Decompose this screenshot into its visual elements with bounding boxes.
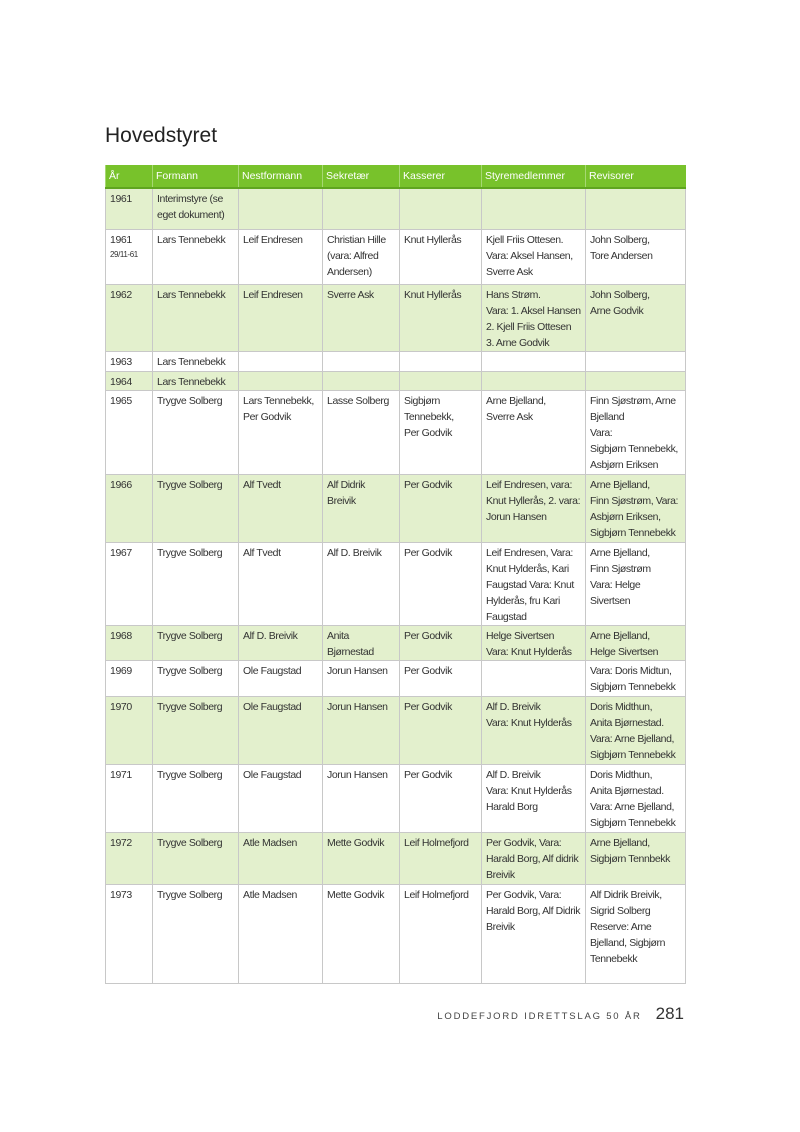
cell-revisorer xyxy=(586,188,686,229)
table-row xyxy=(106,542,686,625)
table-row xyxy=(106,229,686,284)
cell-styremedlemmer xyxy=(482,188,586,229)
table-row xyxy=(106,625,686,660)
column-header: Formann xyxy=(153,165,239,188)
cell-styremedlemmer: Hans Strøm. Vara: 1. Aksel Hansen 2. Kjell Friis Ottesen 3. Arne Godvik xyxy=(482,284,586,351)
cell-nestformann: Leif Endresen xyxy=(239,284,323,351)
cell-styremedlemmer xyxy=(482,371,586,390)
column-header: Revisorer xyxy=(586,165,686,188)
cell-kasserer: Per Godvik xyxy=(400,764,482,832)
year-cell xyxy=(106,474,153,542)
cell-revisorer: John Solberg, Arne Godvik xyxy=(586,284,686,351)
cell-sekretær: Alf Didrik Breivik xyxy=(323,474,400,542)
cell-nestformann: Alf Tvedt xyxy=(239,474,323,542)
cell-revisorer: John Solberg, Tore Andersen xyxy=(586,229,686,284)
cell-formann: Trygve Solberg xyxy=(153,474,239,542)
cell-styremedlemmer: Kjell Friis Ottesen. Vara: Aksel Hansen, Sverre Ask xyxy=(482,229,586,284)
cell-nestformann: Ole Faugstad xyxy=(239,764,323,832)
cell-formann: Lars Tennebekk xyxy=(153,351,239,371)
cell-nestformann xyxy=(239,371,323,390)
cell-revisorer: Arne Bjelland, Helge Sivertsen xyxy=(586,625,686,660)
cell-revisorer xyxy=(586,371,686,390)
cell-formann: Trygve Solberg xyxy=(153,542,239,625)
cell-sekretær: Christian Hille (vara: Alfred Andersen) xyxy=(323,229,400,284)
cell-nestformann: Atle Madsen xyxy=(239,884,323,983)
year: 1971 xyxy=(110,768,132,781)
table-row xyxy=(106,696,686,764)
year: 1964 xyxy=(110,375,132,388)
cell-revisorer: Arne Bjelland, Sigbjørn Tennbekk xyxy=(586,832,686,884)
footer-title: LODDEFJORD IDRETTSLAG 50 ÅR xyxy=(437,1011,642,1022)
column-header: Sekretær xyxy=(323,165,400,188)
year-cell xyxy=(106,884,153,983)
cell-kasserer: Per Godvik xyxy=(400,625,482,660)
cell-nestformann: Ole Faugstad xyxy=(239,660,323,696)
cell-sekretær xyxy=(323,188,400,229)
year-cell xyxy=(106,351,153,371)
cell-formann: Trygve Solberg xyxy=(153,832,239,884)
cell-formann: Trygve Solberg xyxy=(153,660,239,696)
table-row xyxy=(106,284,686,351)
table-row xyxy=(106,390,686,474)
cell-revisorer xyxy=(586,351,686,371)
column-header: Styremedlemmer xyxy=(482,165,586,188)
cell-kasserer: Per Godvik xyxy=(400,542,482,625)
cell-sekretær: Sverre Ask xyxy=(323,284,400,351)
year-cell xyxy=(106,284,153,351)
cell-kasserer: Sigbjørn Tennebekk, Per Godvik xyxy=(400,390,482,474)
cell-revisorer: Alf Didrik Breivik, Sigrid Solberg Reserve: Arne Bjelland, Sigbjørn Tennebekk xyxy=(586,884,686,983)
cell-sekretær: Jorun Hansen xyxy=(323,696,400,764)
cell-nestformann xyxy=(239,188,323,229)
year-cell xyxy=(106,390,153,474)
page-title: Hovedstyret xyxy=(105,124,218,147)
year-cell xyxy=(106,764,153,832)
table-row xyxy=(106,371,686,390)
cell-nestformann: Alf Tvedt xyxy=(239,542,323,625)
cell-revisorer: Arne Bjelland, Finn Sjøstrøm, Vara: Asbjørn Eriksen, Sigbjørn Tennebekk xyxy=(586,474,686,542)
cell-kasserer: Per Godvik xyxy=(400,660,482,696)
year-cell xyxy=(106,542,153,625)
cell-nestformann: Atle Madsen xyxy=(239,832,323,884)
year: 1967 xyxy=(110,546,132,559)
year-cell xyxy=(106,660,153,696)
cell-kasserer: Leif Holmefjord xyxy=(400,884,482,983)
year: 1961 xyxy=(110,233,132,246)
cell-kasserer xyxy=(400,188,482,229)
cell-sekretær: Mette Godvik xyxy=(323,832,400,884)
cell-styremedlemmer: Leif Endresen, Vara: Knut Hylderås, Kari Faugstad Vara: Knut Hylderås, fru Kari Faugstad xyxy=(482,542,586,625)
cell-formann: Trygve Solberg xyxy=(153,884,239,983)
cell-nestformann xyxy=(239,351,323,371)
cell-styremedlemmer: Arne Bjelland, Sverre Ask xyxy=(482,390,586,474)
year: 1963 xyxy=(110,355,132,368)
cell-sekretær: Jorun Hansen xyxy=(323,660,400,696)
table-row xyxy=(106,188,686,229)
cell-formann: Trygve Solberg xyxy=(153,390,239,474)
year: 1966 xyxy=(110,478,132,491)
cell-formann: Lars Tennebekk xyxy=(153,371,239,390)
table-row xyxy=(106,832,686,884)
cell-revisorer: Doris Midthun, Anita Bjørnestad. Vara: Arne Bjelland, Sigbjørn Tennebekk xyxy=(586,764,686,832)
table-row xyxy=(106,660,686,696)
column-header: Kasserer xyxy=(400,165,482,188)
cell-styremedlemmer: Per Godvik, Vara: Harald Borg, Alf Didrik Breivik xyxy=(482,884,586,983)
table-row xyxy=(106,351,686,371)
column-header: Nestformann xyxy=(239,165,323,188)
year-cell xyxy=(106,832,153,884)
cell-revisorer: Arne Bjelland, Finn Sjøstrøm Vara: Helge Sivertsen xyxy=(586,542,686,625)
year: 1969 xyxy=(110,664,132,677)
cell-sekretær xyxy=(323,351,400,371)
year: 1970 xyxy=(110,700,132,713)
year-date: 29/11-61 xyxy=(110,249,138,259)
cell-revisorer: Doris Midthun, Anita Bjørnestad. Vara: Arne Bjelland, Sigbjørn Tennebekk xyxy=(586,696,686,764)
year: 1961 xyxy=(110,193,132,205)
cell-styremedlemmer: Helge Sivertsen Vara: Knut Hylderås xyxy=(482,625,586,660)
cell-kasserer: Knut Hyllerås xyxy=(400,229,482,284)
cell-kasserer: Per Godvik xyxy=(400,474,482,542)
table-row xyxy=(106,884,686,983)
table-row xyxy=(106,764,686,832)
cell-formann: Interimstyre (se eget dokument) xyxy=(153,188,239,229)
cell-formann: Trygve Solberg xyxy=(153,696,239,764)
year-cell xyxy=(106,229,153,284)
cell-formann: Lars Tennebekk xyxy=(153,229,239,284)
cell-nestformann: Leif Endresen xyxy=(239,229,323,284)
cell-sekretær: Jorun Hansen xyxy=(323,764,400,832)
year: 1965 xyxy=(110,394,132,407)
year-cell xyxy=(106,371,153,390)
cell-kasserer: Per Godvik xyxy=(400,696,482,764)
cell-styremedlemmer: Alf D. Breivik Vara: Knut Hylderås xyxy=(482,696,586,764)
cell-sekretær: Mette Godvik xyxy=(323,884,400,983)
footer xyxy=(300,1004,684,1024)
table-header xyxy=(106,165,686,188)
cell-kasserer: Leif Holmefjord xyxy=(400,832,482,884)
cell-sekretær: Anita Bjørnestad xyxy=(323,625,400,660)
cell-sekretær: Lasse Solberg xyxy=(323,390,400,474)
year-cell xyxy=(106,188,153,229)
cell-formann: Trygve Solberg xyxy=(153,764,239,832)
cell-formann: Trygve Solberg xyxy=(153,625,239,660)
cell-styremedlemmer: Per Godvik, Vara: Harald Borg, Alf didrik Breivik xyxy=(482,832,586,884)
cell-sekretær xyxy=(323,371,400,390)
board-table xyxy=(105,165,686,984)
page-number: 281 xyxy=(655,1004,684,1023)
cell-nestformann: Ole Faugstad xyxy=(239,696,323,764)
cell-revisorer: Vara: Doris Midtun, Sigbjørn Tennebekk xyxy=(586,660,686,696)
year: 1968 xyxy=(110,629,132,642)
column-header: År xyxy=(106,165,153,188)
year-cell xyxy=(106,696,153,764)
cell-formann: Lars Tennebekk xyxy=(153,284,239,351)
cell-kasserer xyxy=(400,371,482,390)
cell-styremedlemmer: Leif Endresen, vara: Knut Hyllerås, 2. vara: Jorun Hansen xyxy=(482,474,586,542)
cell-kasserer xyxy=(400,351,482,371)
cell-kasserer: Knut Hyllerås xyxy=(400,284,482,351)
cell-revisorer: Finn Sjøstrøm, Arne Bjelland Vara: Sigbjørn Tennebekk, Asbjørn Eriksen xyxy=(586,390,686,474)
year: 1972 xyxy=(110,836,132,849)
year-cell xyxy=(106,625,153,660)
cell-nestformann: Lars Tennebekk, Per Godvik xyxy=(239,390,323,474)
cell-sekretær: Alf D. Breivik xyxy=(323,542,400,625)
year: 1962 xyxy=(110,288,132,301)
cell-styremedlemmer xyxy=(482,351,586,371)
year: 1973 xyxy=(110,888,132,901)
cell-styremedlemmer: Alf D. Breivik Vara: Knut Hylderås Harald Borg xyxy=(482,764,586,832)
table-row xyxy=(106,474,686,542)
cell-styremedlemmer xyxy=(482,660,586,696)
cell-nestformann: Alf D. Breivik xyxy=(239,625,323,660)
